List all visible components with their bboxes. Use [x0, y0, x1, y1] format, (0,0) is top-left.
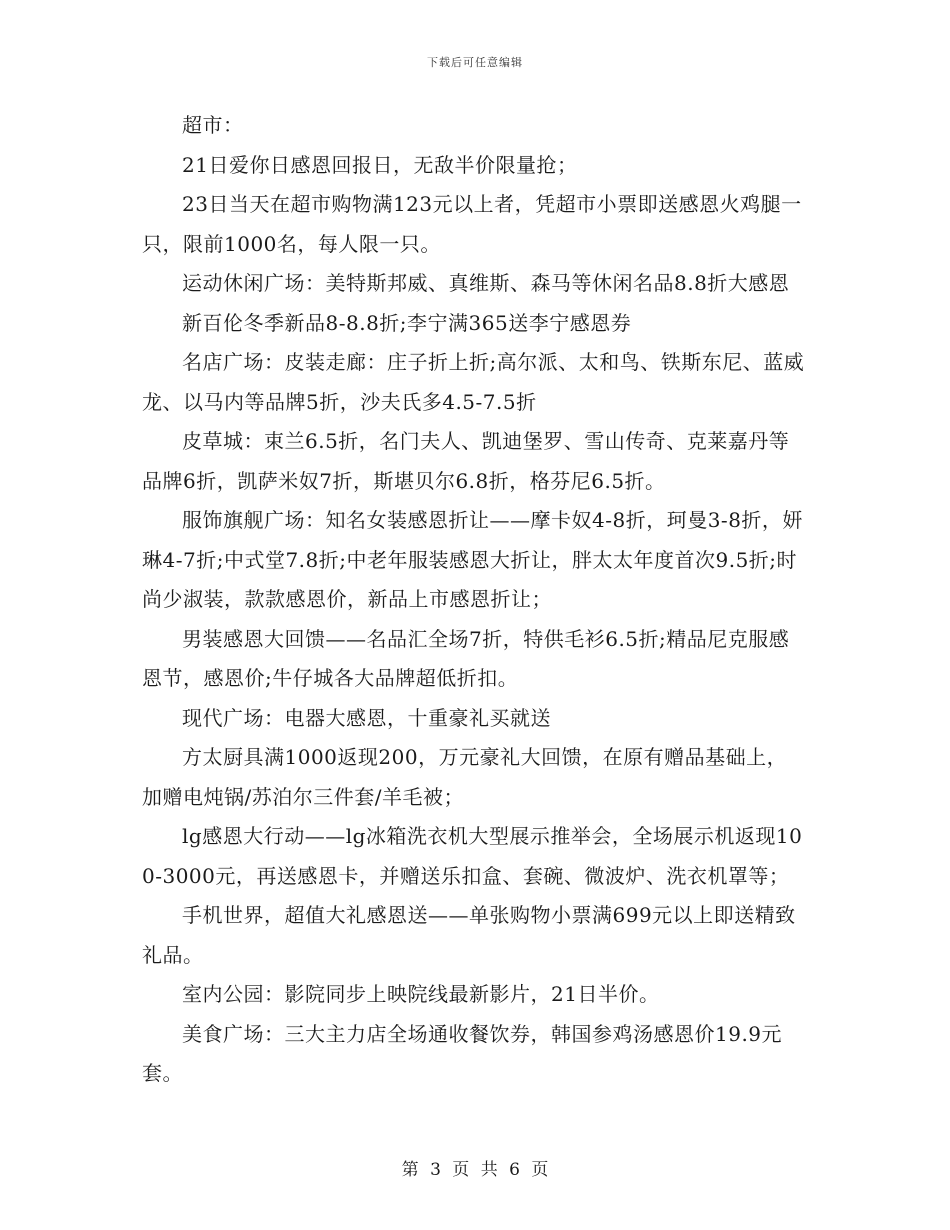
paragraph-mobile-world: 手机世界，超值大礼感恩送——单张购物小票满699元以上即送精致礼品。: [142, 903, 796, 967]
paragraph-fashion-flagship: 服饰旗舰广场：知名女装感恩折让——摩卡奴4-8折，珂曼3-8折，妍琳4-7折;中式堂7.8折;中老年服装感恩大折让，胖太太年度首次9.5折;时尚少淑装，款款感恩价，新品上市感恩折让；: [142, 508, 803, 611]
paragraph-supermarket: 超市：: [182, 113, 244, 137]
paragraph-indoor-park: 室内公园：影院同步上映院线最新影片，21日半价。: [182, 982, 660, 1006]
paragraph-21st-promo: 21日爱你日感恩回报日，无敌半价限量抢；: [182, 152, 578, 177]
paragraph-food-plaza: 美食广场：三大主力店全场通收餐饮券，韩国参鸡汤感恩价19.9元套。: [142, 1021, 783, 1085]
paragraph-lg: lg感恩大行动——lg冰箱洗衣机大型展示推举会，全场展示机返现100-3000元，再送感恩卡，并赠送乐扣盒、套碗、微波炉、洗衣机罩等；: [142, 824, 803, 888]
paragraph-menswear: 男装感恩大回馈——名品汇全场7折，特供毛衫6.5折;精品尼克服感恩节，感恩价;牛仔城各大品牌超低折扣。: [142, 626, 790, 690]
page-number: 第 3 页 共 6 页: [401, 1160, 549, 1180]
page-header: 下载后可任意编辑: [427, 56, 523, 69]
paragraph-modern-plaza: 现代广场：电器大感恩，十重豪礼买就送: [182, 705, 551, 730]
paragraph-brand-plaza: 名店广场：皮装走廊：庄子折上折;高尔派、太和鸟、铁斯东尼、蓝威龙、以马内等品牌5折，沙夫氏多4.5-7.5折: [142, 350, 805, 414]
paragraph-newbalance-lining: 新百伦冬季新品8-8.8折;李宁满365送李宁感恩券: [182, 310, 632, 335]
paragraph-fotile: 方太厨具满1000返现200，万元豪礼大回馈，在原有赠品基础上，加赠电炖锅/苏泊尔三件套/羊毛被；: [142, 745, 788, 809]
document-body: [142, 106, 807, 1094]
paragraph-23rd-promo: 23日当天在超市购物满123元以上者，凭超市小票即送感恩火鸡腿一只，限前1000名，每人限一只。: [142, 192, 802, 256]
paragraph-sports-plaza: 运动休闲广场：美特斯邦威、真维斯、森马等休闲名品8.8折大感恩: [182, 271, 790, 295]
paragraph-fur-city: 皮草城：束兰6.5折，名门夫人、凯迪堡罗、雪山传奇、克莱嘉丹等品牌6折，凯萨米奴7折，斯堪贝尔6.8折，格芬尼6.5折。: [142, 429, 790, 493]
